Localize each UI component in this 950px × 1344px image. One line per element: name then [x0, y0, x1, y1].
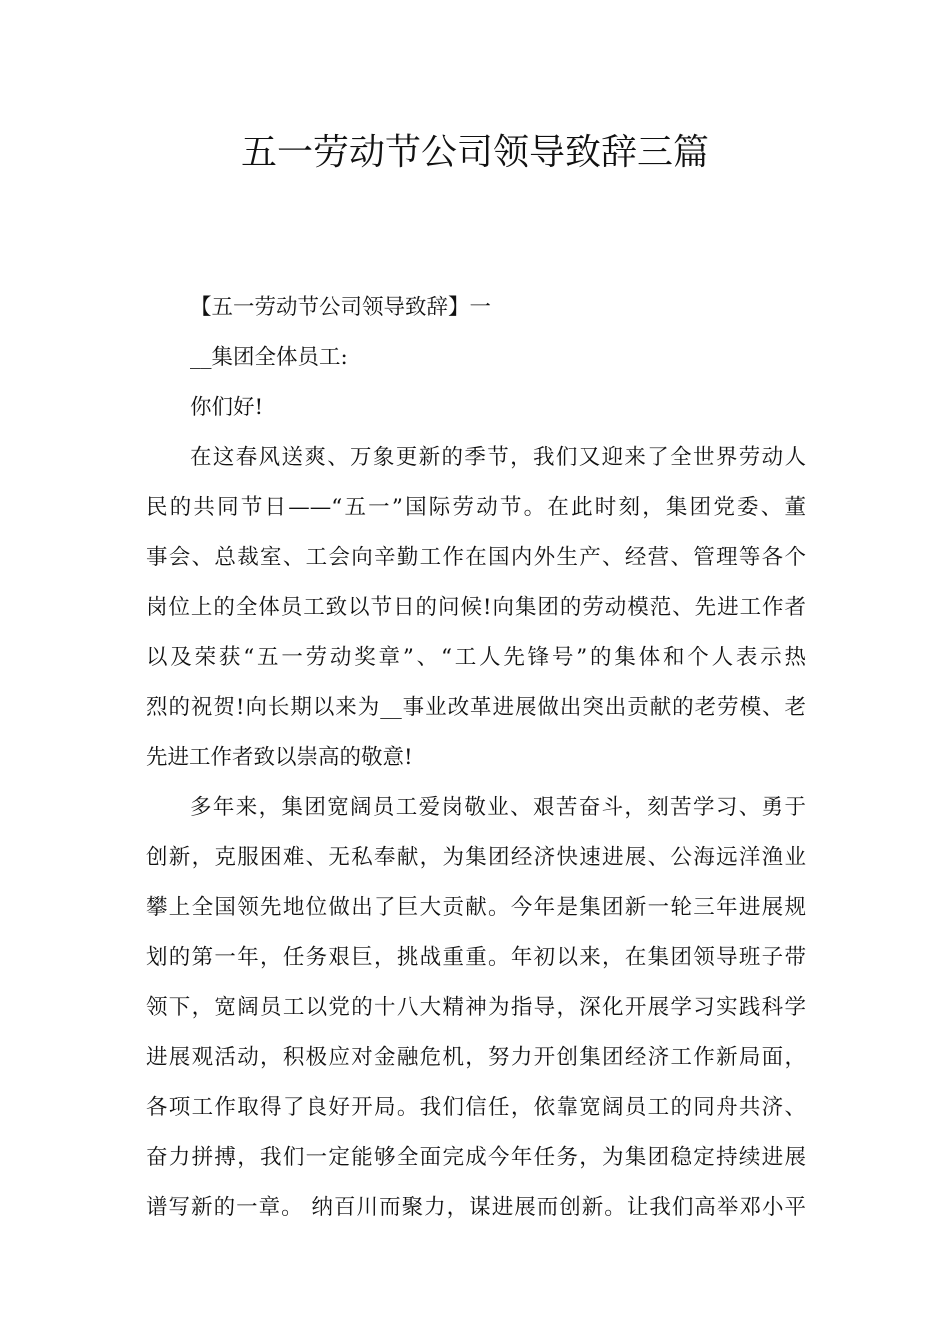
text-line: 以及荣获“五一劳动奖章”、“工人先锋号”的集体和个人表示热	[146, 645, 806, 670]
document-title: 五一劳动节公司领导致辞三篇	[240, 132, 709, 173]
text-line: 烈的祝贺!向长期以来为__事业改革进展做出突出贡献的老劳模、老	[146, 695, 806, 720]
text-line: 领下，宽阔员工以党的十八大精神为指导，深化开展学习实践科学	[146, 995, 806, 1020]
text-line: 多年来，集团宽阔员工爱岗敬业、艰苦奋斗，刻苦学习、勇于	[190, 795, 806, 820]
text-line: __集团全体员工:	[190, 345, 348, 370]
text-line: 进展观活动，积极应对金融危机，努力开创集团经济工作新局面，	[146, 1045, 806, 1070]
text-line: 攀上全国领先地位做出了巨大贡献。今年是集团新一轮三年进展规	[146, 895, 806, 920]
text-line: 在这春风送爽、万象更新的季节，我们又迎来了全世界劳动人	[190, 445, 806, 470]
text-line: 你们好!	[190, 395, 264, 420]
text-line: 先进工作者致以崇高的敬意!	[146, 745, 413, 770]
text-line: 创新，克服困难、无私奉献，为集团经济快速进展、公海远洋渔业	[146, 845, 806, 870]
text-line: 民的共同节日——“五一”国际劳动节。在此时刻，集团党委、董	[146, 495, 806, 520]
text-line: 【五一劳动节公司领导致辞】一	[190, 295, 492, 320]
text-line: 岗位上的全体员工致以节日的问候!向集团的劳动模范、先进工作者	[146, 595, 806, 620]
text-line: 谱写新的一章。 纳百川而聚力，谋进展而创新。让我们高举邓小平	[146, 1195, 806, 1220]
text-line: 划的第一年，任务艰巨，挑战重重。年初以来，在集团领导班子带	[146, 945, 806, 970]
text-line: 奋力拼搏，我们一定能够全面完成今年任务，为集团稳定持续进展	[146, 1145, 806, 1170]
document-body	[146, 283, 806, 1233]
text-line: 事会、总裁室、工会向辛勤工作在国内外生产、经营、管理等各个	[146, 545, 806, 570]
text-line: 各项工作取得了良好开局。我们信任，依靠宽阔员工的同舟共济、	[146, 1095, 806, 1120]
